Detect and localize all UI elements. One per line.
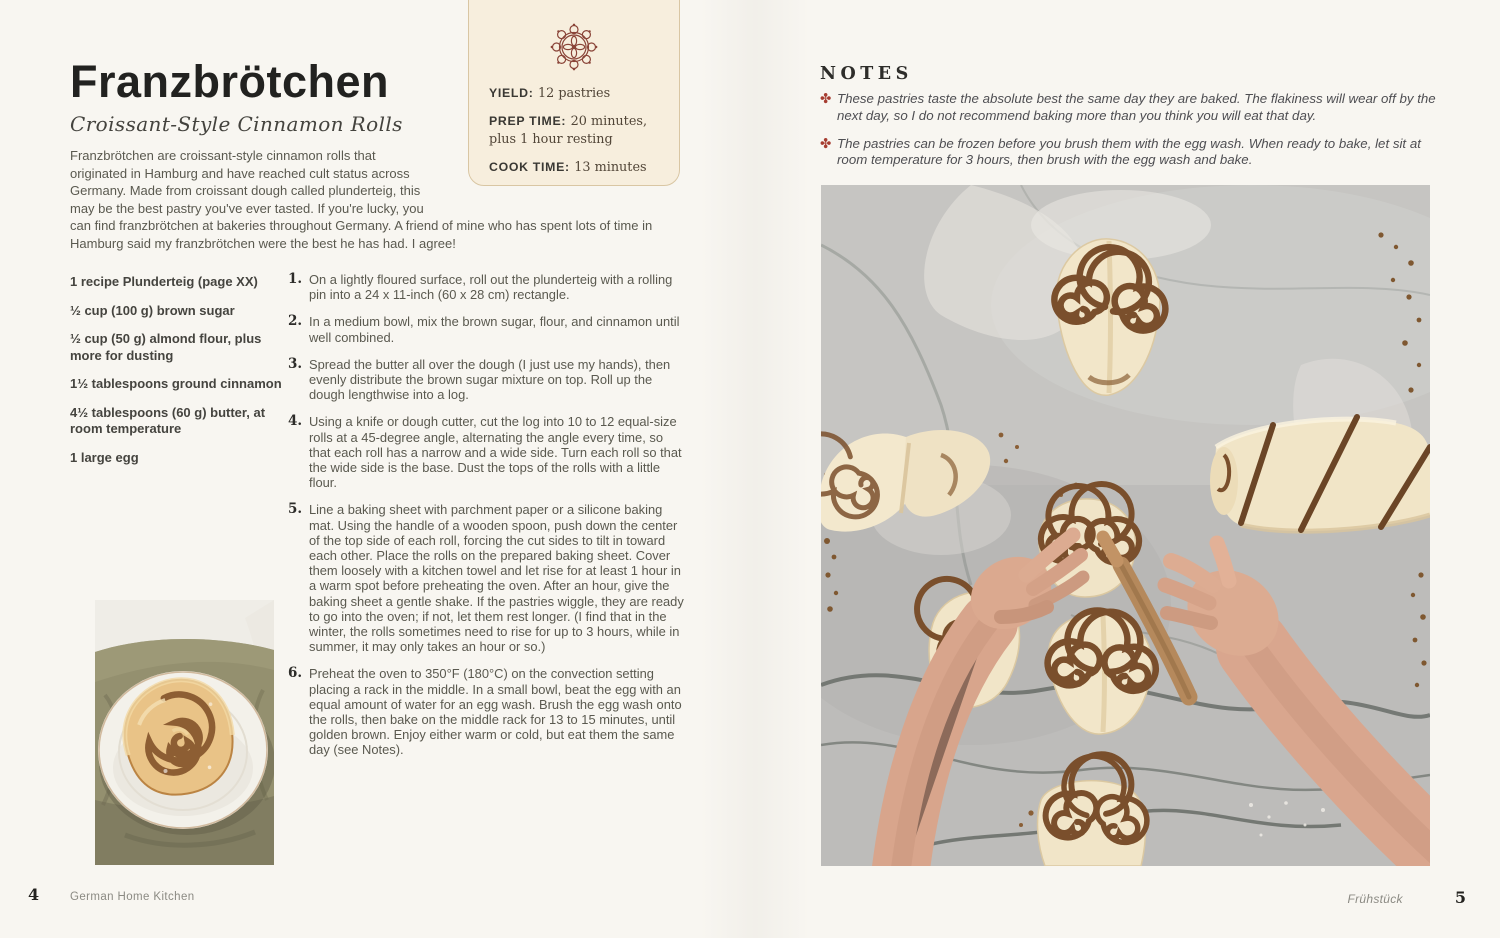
pastry-plate-illustration	[95, 600, 274, 865]
instruction-step	[288, 502, 684, 654]
info-label: YIELD:	[489, 86, 534, 100]
step-number: 5.	[288, 501, 303, 518]
notes-heading: NOTES	[820, 64, 913, 84]
step-text: Using a knife or dough cutter, cut the log into 10 to 12 equal-size rolls at a 45-degree angle, alternating the angle every time, so that each roll has a narrow and a wide side. Turn each roll so that the wide side is the base. Dust the tops of the rolls with a little flour.	[309, 414, 682, 491]
info-value: 12 pastries	[537, 86, 611, 101]
shaping-rolls-photo	[821, 185, 1430, 866]
instruction-step	[288, 357, 684, 403]
info-card-row	[489, 112, 659, 148]
ingredient-item: 1 recipe Plunderteig (page XX)	[70, 274, 258, 289]
instruction-step	[288, 666, 684, 757]
instruction-step	[288, 414, 684, 490]
pastry-plate-photo	[95, 600, 274, 865]
info-value: 20 minutes, plus 1 hour resting	[489, 114, 648, 147]
step-text: Spread the butter all over the dough (I just use my hands), then evenly distribute the brown sugar mixture on top. Roll up the dough lengthwise into a log.	[309, 356, 671, 403]
instruction-step	[288, 314, 684, 344]
ingredient-item: 4½ tablespoons (60 g) butter, at room temperature	[70, 404, 266, 436]
right-page-number: 5	[1454, 888, 1466, 907]
step-number: 4.	[288, 413, 303, 430]
clover-bullet-icon: ✤	[820, 91, 832, 106]
instruction-step	[288, 272, 684, 302]
info-label: PREP TIME:	[489, 114, 567, 128]
step-text: On a lightly floured surface, roll out the plunderteig with a rolling pin into a 24 x 11-inch (60 x 28 cm) rectangle.	[309, 272, 673, 303]
chapter-name: Frühstück	[1347, 892, 1403, 906]
clover-bullet-icon: ✤	[820, 135, 832, 151]
left-page-number: 4	[28, 885, 40, 904]
shaping-rolls-illustration	[821, 185, 1430, 866]
recipe-title: Franzbrötchen	[70, 56, 390, 107]
step-text: Preheat the oven to 350°F (180°C) on the convection setting placing a rack in the middle. In a small bowl, beat the egg with an equal amount of water for an egg wash. Brush the egg wash onto the rolls, then bake on the middle rack for 13 to 15 minutes, until golden brown. Enjoy either warm or cold, but eat them the same day (see Notes).	[309, 666, 682, 758]
recipe-intro: Franzbrötchen are croissant-style cinnamon rolls that originated in Hamburg and have reached cult status across Germany. Made from croissant dough called plunderteig, this may be the best pastry you've ever tasted. If you're lucky, you can find franzbrötchen at bakeries throughout Germany. A friend of mine who has spent lots of time in Hamburg said my franzbrötchen were the best he has had. I agree!	[70, 147, 658, 253]
page-gutter	[700, 0, 810, 938]
step-text: Line a baking sheet with parchment paper or a silicone baking mat. Using the handle of a wooden spoon, push down the center of the top side of each roll, forcing the cut sides to tilt in toward each other. Place the rolls on the prepared baking sheet. Cover them loosely with a kitchen towel and let rise for at least 1 hour in a warm spot before preheating the oven. After an hour, give the baking sheet a gentle shake. If the pastries wiggle, they are ready to go into the oven; if not, let them rest longer. (I find that in the winter, the rolls sometimes need to rise for up to 3 hours, while in summer, it may only takes an hour or so.)	[309, 502, 684, 655]
ingredients-list	[70, 274, 286, 478]
info-value: 13 minutes	[574, 160, 647, 175]
step-number: 1.	[288, 271, 303, 287]
recipe-info-card	[468, 0, 680, 186]
instructions-list	[288, 272, 684, 770]
ingredient-item: 1½ tablespoons ground cinnamon	[70, 376, 282, 391]
step-number: 2.	[288, 313, 303, 330]
info-card-row	[489, 84, 659, 102]
note-text: These pastries taste the absolute best the same day they are baked. The flakiness will wear off by the next day, so I do not recommend baking more than you think you will eat that day.	[837, 91, 1436, 123]
note-item	[820, 136, 1445, 170]
ingredient-item: 1 large egg	[70, 449, 139, 465]
info-card-rows	[489, 84, 659, 176]
note-item	[820, 91, 1445, 125]
note-text: The pastries can be frozen before you brush them with the egg wash. When ready to bake, let sit at room temperature for 3 hours, then brush with the egg wash and bake.	[837, 135, 1421, 168]
info-label: COOK TIME:	[489, 160, 570, 174]
step-text: In a medium bowl, mix the brown sugar, flour, and cinnamon until well combined.	[309, 314, 680, 345]
recipe-subtitle: Croissant-Style Cinnamon Rolls	[70, 112, 403, 136]
ingredient-item: ½ cup (100 g) brown sugar	[70, 302, 235, 318]
step-number: 3.	[288, 355, 303, 372]
right-page-footer	[1347, 888, 1466, 907]
info-card-row	[489, 158, 659, 176]
step-number: 6.	[288, 665, 303, 682]
book-title-footer: German Home Kitchen	[70, 891, 195, 903]
notes-list	[820, 91, 1445, 180]
ingredient-item: ½ cup (50 g) almond flour, plus more for dusting	[70, 331, 262, 363]
rosette-icon	[489, 23, 659, 71]
